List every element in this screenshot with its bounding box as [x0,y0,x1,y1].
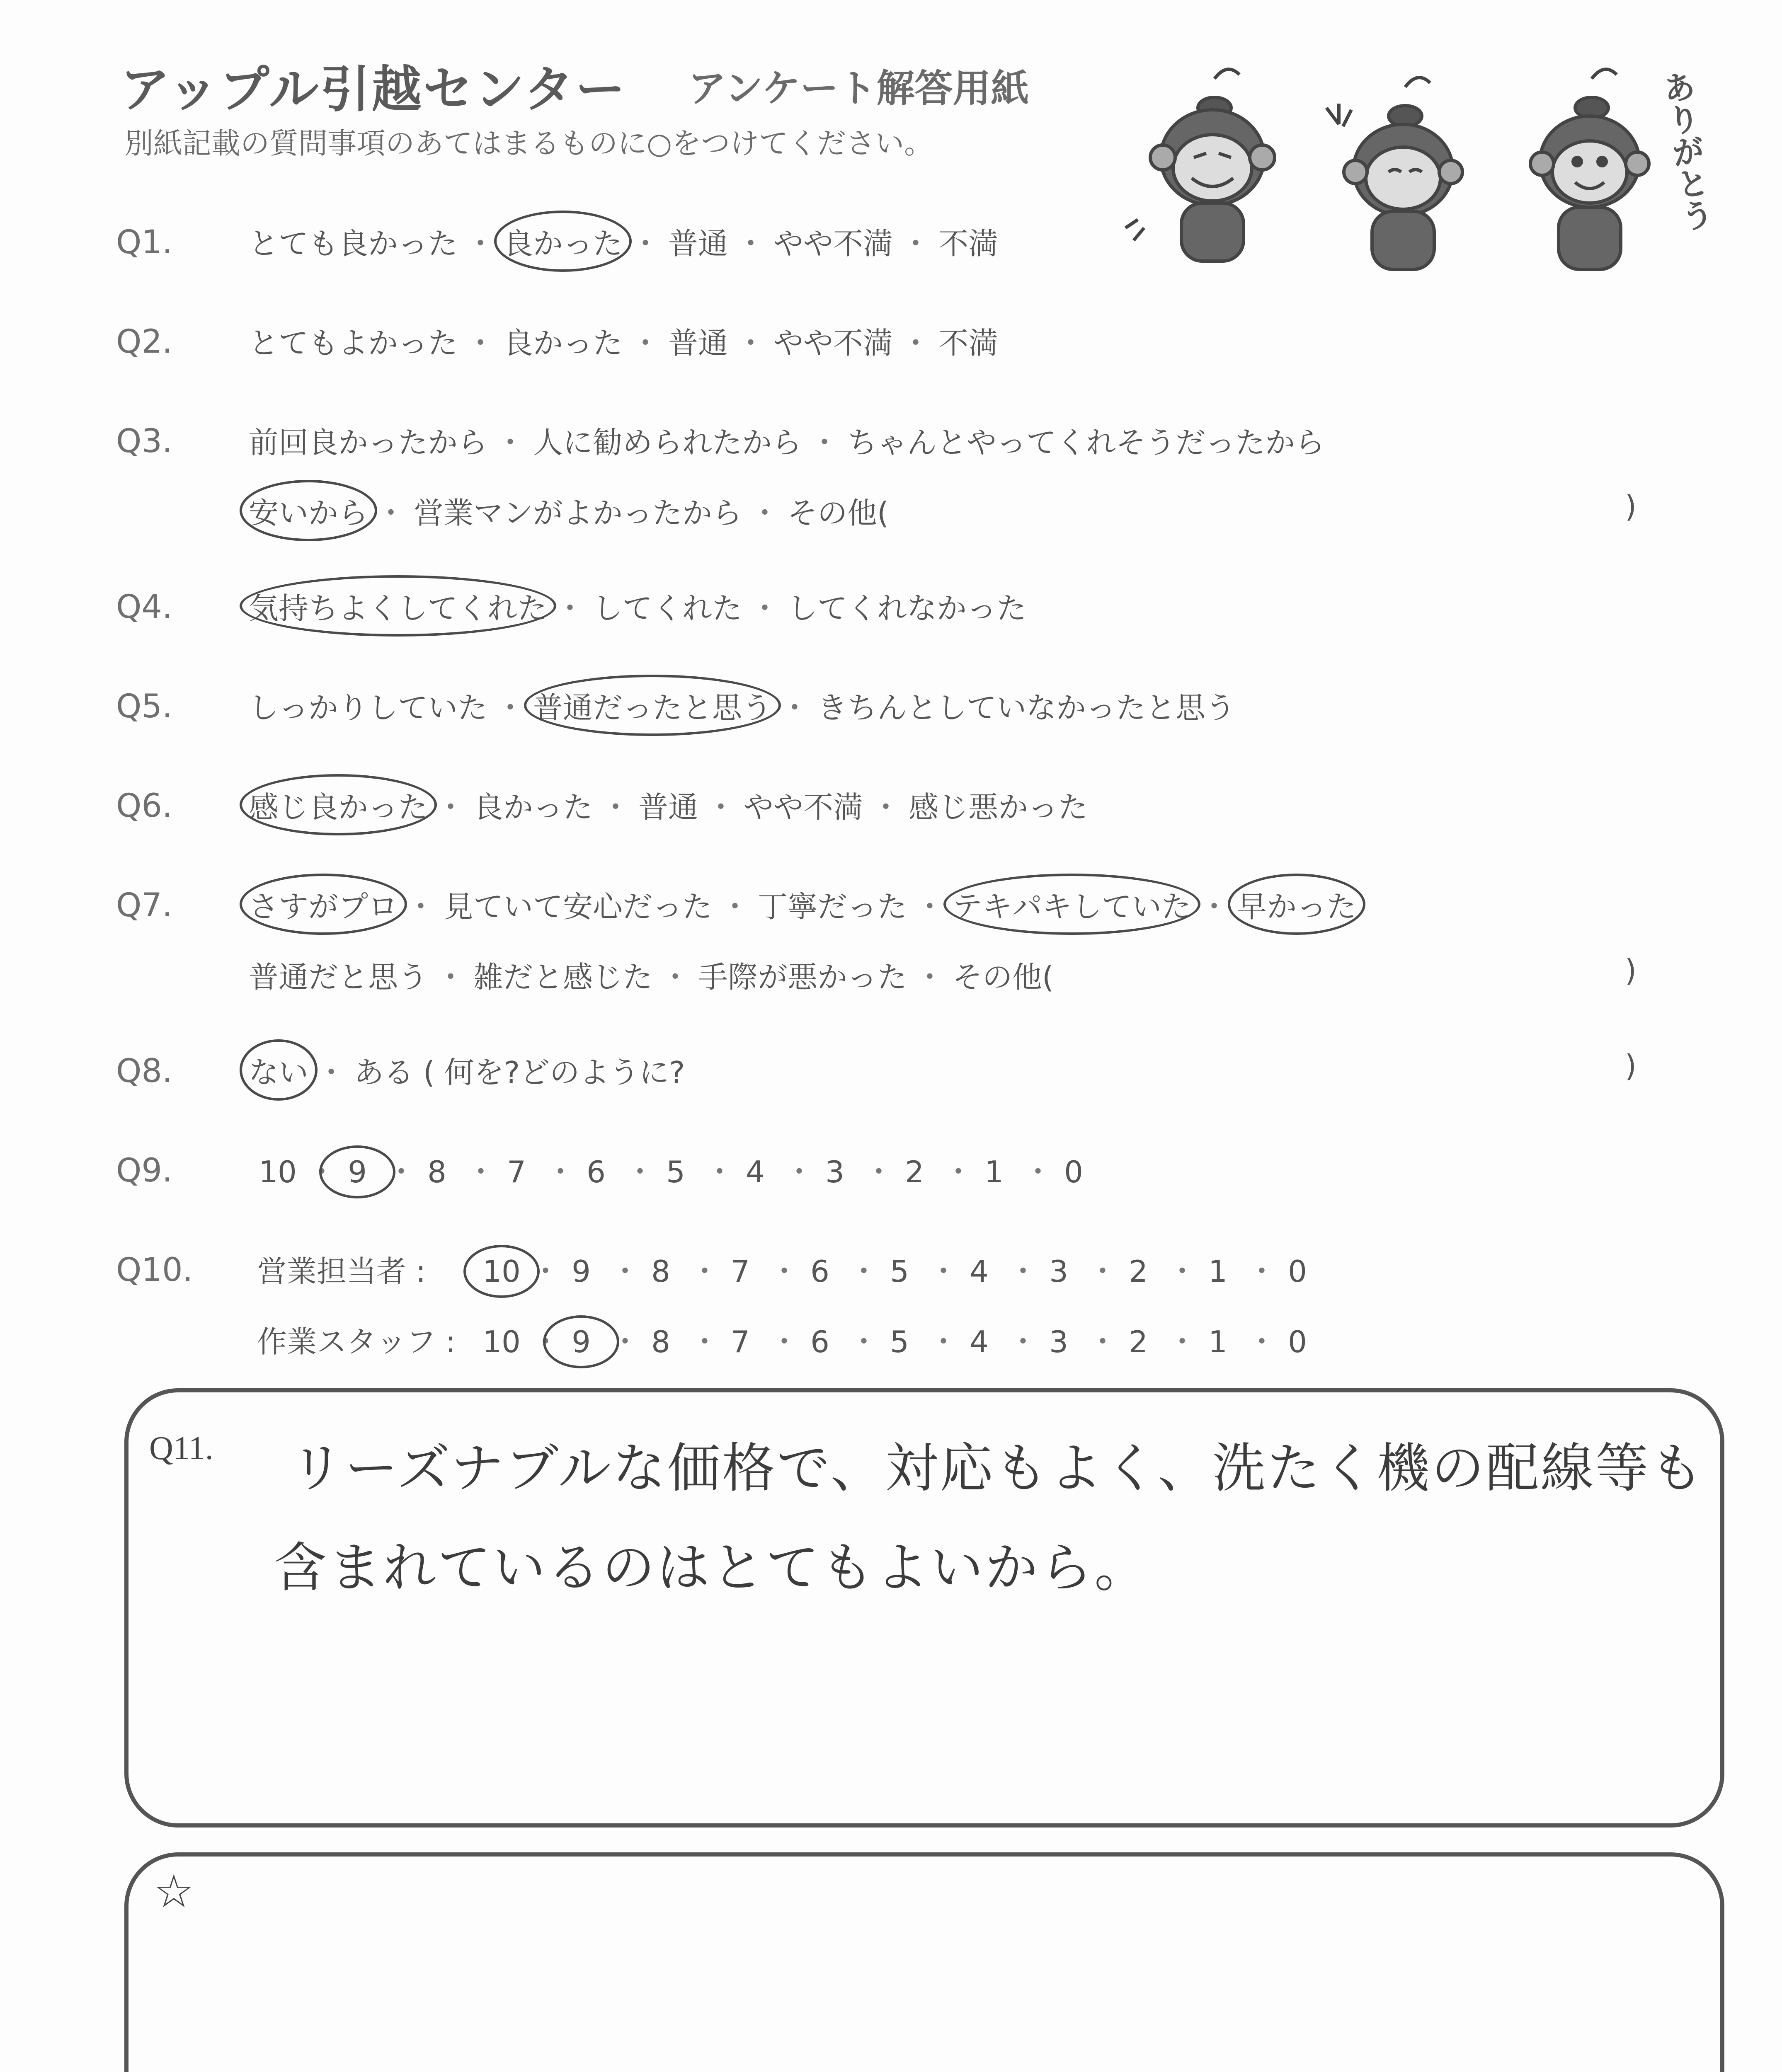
q5-option[interactable]: しっかりしていた [249,690,488,725]
q7-options-line2: 普通だと思う ・ 雑だと感じた ・ 手際が悪かった ・ その他( [249,953,1054,996]
q1-label: Q1. [116,224,172,261]
q3-close-paren: ) [1625,489,1637,524]
thanks-text: ありがとう [1656,68,1715,234]
q10-staff-score[interactable]: 7 [731,1324,750,1359]
q11-answer-line1: リーズナブルな価格で、対応もよく、洗たく機の配線等も [290,1438,1705,1499]
q11-answer-line2: 含まれているのはとてもよいから。 [274,1537,1149,1599]
q3-label: Q3. [116,423,172,460]
q10-staff-score[interactable]: 3 [1049,1324,1068,1359]
q9-score[interactable]: 10 [259,1155,297,1189]
q8-options: ない ・ ある ( 何を?どのように? [249,1048,685,1092]
q10-label: Q10. [116,1251,193,1289]
q1-option[interactable]: 普通 [668,226,728,261]
q2-options: とてもよかった ・ 良かった ・ 普通 ・ やや不満 ・ 不満 [249,319,998,362]
q5-label: Q5. [116,688,172,725]
q8-close-paren: ) [1625,1048,1637,1083]
q4-label: Q4. [116,588,172,626]
q10-staff-score-selected[interactable]: 9 [552,1324,610,1359]
q2-option[interactable]: 良かった [503,326,623,361]
q10-sales-score-selected[interactable]: 10 [473,1254,531,1289]
q4-options: 気持ちよくしてくれた ・ してくれた ・ してくれなかった [249,584,1026,627]
q7-close-paren: ) [1625,953,1637,988]
q3-options-line1: 前回良かったから ・ 人に勧められたから ・ ちゃんとやってくれそうだったから [249,419,1325,462]
q10-staff-label: 作業スタッフ : [257,1324,456,1359]
q5-options: しっかりしていた ・ 普通だったと思う ・ きちんとしていなかったと思う [249,684,1235,727]
q10-staff-score[interactable]: 1 [1208,1324,1227,1359]
q5-option[interactable]: きちんとしていなかったと思う [817,690,1236,725]
q1-options: とても良かった ・ 良かった ・ 普通 ・ やや不満 ・ 不満 [249,220,998,263]
q9-score[interactable]: 8 [427,1155,446,1189]
q10-staff-score[interactable]: 8 [651,1324,670,1359]
q4-option-selected[interactable]: 気持ちよくしてくれた [249,584,547,627]
q9-scale: 10 ・ 9 ・ 8 ・ 7 ・ 6 ・ 5 ・ 4 ・ 3 ・ 2 ・ 1 ・ 0 [249,1148,1103,1191]
q7-option-selected[interactable]: テキパキしていた [953,883,1191,926]
q10-sales-score[interactable]: 8 [651,1254,670,1289]
form-subtitle: アンケート解答用紙 [688,66,1029,111]
q9-score[interactable]: 4 [746,1155,765,1189]
monkey-mascots-illustration [1119,54,1700,286]
q3-option[interactable]: 人に勧められたから [533,425,802,460]
q9-score[interactable]: 0 [1064,1155,1083,1189]
q7-option[interactable]: 雑だと感じた [473,960,653,995]
q10-staff-score[interactable]: 6 [810,1324,829,1359]
q1-option[interactable]: やや不満 [773,226,893,261]
q8-label: Q8. [116,1053,172,1090]
q2-option[interactable]: 不満 [938,326,999,361]
q7-option-selected[interactable]: さすがプロ [249,883,398,926]
q2-option[interactable]: やや不満 [773,326,893,361]
q6-label: Q6. [116,787,172,825]
q10-sales-score[interactable]: 2 [1129,1254,1148,1289]
q7-options-line1: さすがプロ ・ 見ていて安心だった ・ 丁寧だった ・ テキパキしていた ・ 早かった [249,883,1356,926]
q9-score[interactable]: 2 [905,1155,924,1189]
q9-label: Q9. [116,1152,172,1189]
q3-options-line2: 安いから ・ 営業マンがよかったから ・ その他( [249,489,889,532]
q7-label: Q7. [116,887,172,924]
q10-sales-score[interactable]: 7 [731,1254,750,1289]
q10-staff-score[interactable]: 10 [482,1324,521,1359]
star-icon: ☆ [153,1865,194,1918]
q10-staff-score[interactable]: 5 [890,1324,909,1359]
q6-option[interactable]: 良かった [473,790,593,825]
q7-option[interactable]: 丁寧だった [758,889,907,924]
q10-staff-score[interactable]: 4 [970,1324,989,1359]
q9-score[interactable]: 7 [507,1155,526,1189]
q3-option[interactable]: 営業マンがよかったから [414,496,742,530]
q3-option[interactable]: ちゃんとやってくれそうだったから [847,425,1325,460]
q5-option-selected[interactable]: 普通だったと思う [533,684,772,727]
q10-sales-score[interactable]: 9 [572,1254,591,1289]
q8-option[interactable]: ある ( 何を?どのように? [354,1055,685,1090]
q10-sales-score[interactable]: 0 [1288,1254,1307,1289]
company-title: アップル引越センター [120,61,627,119]
q10-sales-scale: 10 ・ 9 ・ 8 ・ 7 ・ 6 ・ 5 ・ 4 ・ 3 ・ 2 ・ 1 ・ 0 [473,1247,1326,1290]
q3-option[interactable]: 前回良かったから [249,425,488,460]
q11-label: Q11. [149,1430,213,1467]
q7-option[interactable]: 見ていて安心だった [444,889,713,924]
q9-score[interactable]: 3 [825,1155,844,1189]
q6-option[interactable]: 普通 [638,790,698,825]
q8-option-selected[interactable]: ない [249,1048,308,1092]
instruction-text: 別紙記載の質問事項のあてはまるものに○をつけてください。 [124,126,933,160]
q10-staff-score[interactable]: 0 [1288,1324,1307,1359]
q10-sales-label: 営業担当者 : [257,1254,426,1289]
q10-sales-score[interactable]: 1 [1208,1254,1227,1289]
q10-staff-scale: 10 ・ 9 ・ 8 ・ 7 ・ 6 ・ 5 ・ 4 ・ 3 ・ 2 ・ 1 ・ 0 [473,1318,1326,1361]
q6-options: 感じ良かった ・ 良かった ・ 普通 ・ やや不満 ・ 感じ悪かった [249,783,1088,826]
q9-score[interactable]: 1 [984,1155,1004,1189]
q10-sales-score[interactable]: 4 [970,1254,989,1289]
q7-option[interactable]: 手際が悪かった [698,960,907,995]
q9-score-selected[interactable]: 9 [328,1155,386,1189]
q1-option[interactable]: 不満 [938,226,999,261]
q2-option[interactable]: とてもよかった [249,326,458,361]
q9-score[interactable]: 5 [666,1155,685,1189]
q7-option-other[interactable]: その他( [953,960,1054,995]
q10-staff-score[interactable]: 2 [1129,1324,1148,1359]
q6-option[interactable]: 感じ悪かった [909,790,1088,825]
q2-label: Q2. [116,323,172,361]
q10-sales-score[interactable]: 3 [1049,1254,1068,1289]
q1-option[interactable]: とても良かった [249,226,458,261]
q10-sales-score[interactable]: 6 [810,1254,829,1289]
q3-option-other[interactable]: その他( [788,496,889,530]
q7-option[interactable]: 普通だと思う [249,960,428,995]
q7-option-selected[interactable]: 早かった [1237,883,1356,926]
q9-score[interactable]: 6 [587,1155,606,1189]
q6-option-selected[interactable]: 感じ良かった [249,783,428,826]
q3-option-selected[interactable]: 安いから [249,489,368,532]
q1-option-selected[interactable]: 良かった [503,220,623,263]
free-comment-box[interactable] [124,1852,1724,2072]
q2-option[interactable]: 普通 [668,326,728,361]
q10-sales-score[interactable]: 5 [890,1254,909,1289]
q6-option[interactable]: やや不満 [744,790,863,825]
q4-option[interactable]: してくれなかった [788,591,1027,626]
q4-option[interactable]: してくれた [593,591,742,626]
